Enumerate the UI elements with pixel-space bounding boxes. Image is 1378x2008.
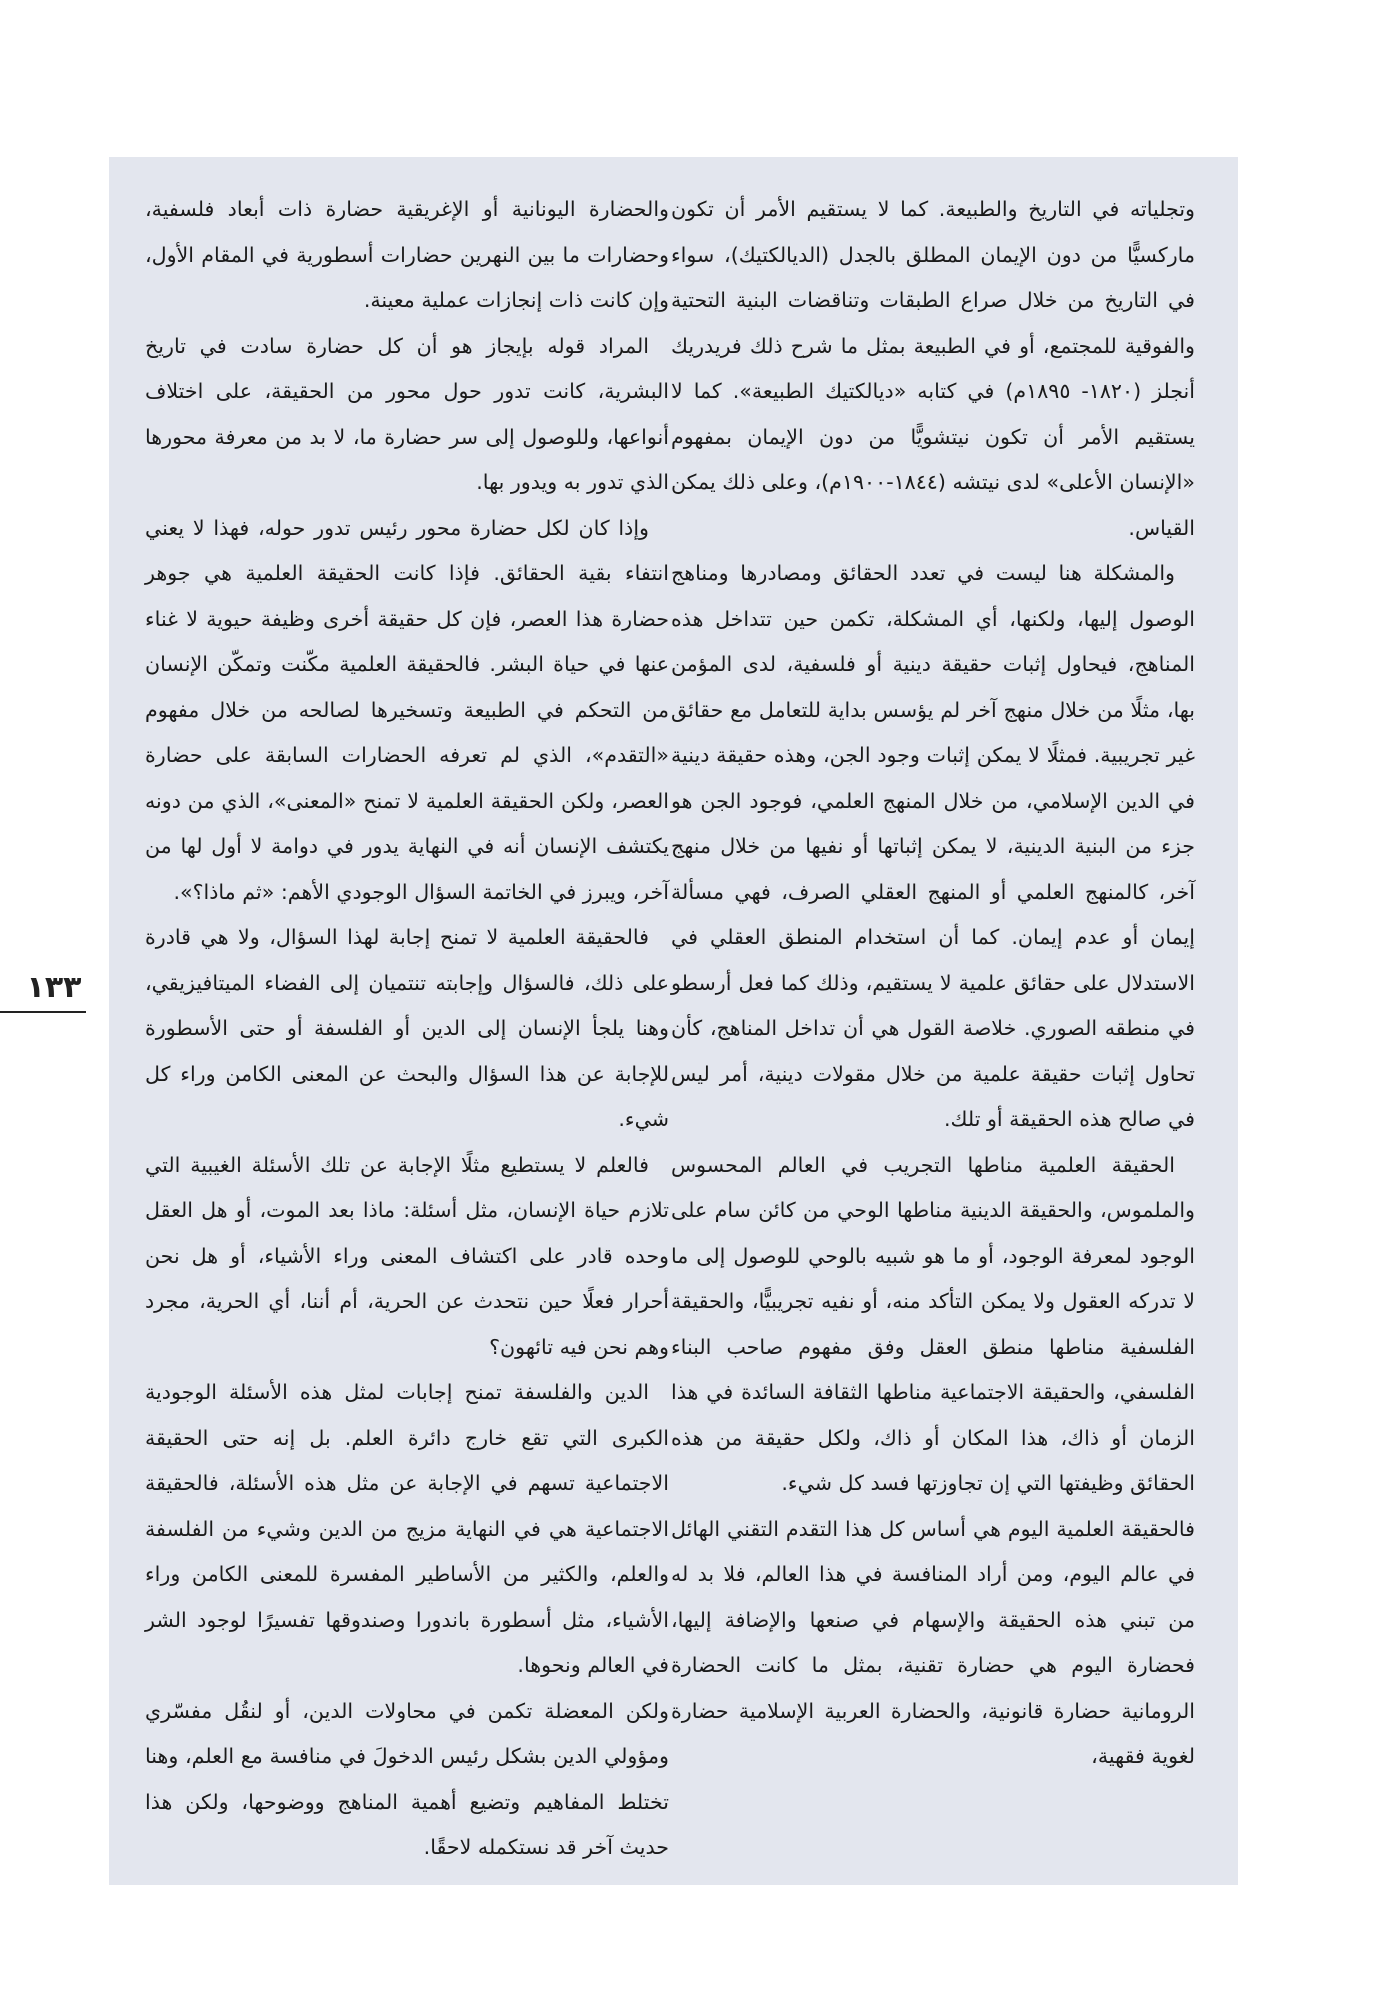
right-column xyxy=(671,187,1195,1780)
left-column xyxy=(145,187,669,1871)
paragraph: الحقيقة العلمية مناطها التجريب في العالم المحسوس والملموس، والحقيقة الدينية مناطها الوحي من كائن سام على الوجود لمعرفة الوجود، أو ما هو شبيه بالوحي للوصول إلى ما لا تدركه العقول ولا يمكن التأكد منه، أو نفيه تجريبيًّا، والحقيقة الفلسفية مناطها منطق العقل وفق مفهوم صاحب البناء الفلسفي، والحقيقة الاجتماعية مناطها الثقافة السائدة في هذا الزمان أو ذاك، هذا المكان أو ذاك، ولكل حقيقة من هذه الحقائق وظيفتها التي إن تجاوزتها فسد كل شيء. xyxy=(671,1152,1195,1495)
page-number-rule xyxy=(0,1011,86,1013)
paragraph: فالعلم لا يستطيع مثلًا الإجابة عن تلك الأسئلة الغيبية التي تلازم حياة الإنسان، مثل أسئلة: ماذا بعد الموت، أو هل العقل وحده قادر على اكتشاف المعنى وراء الأشياء، أو هل نحن أحرار فعلًا حين نتحدث عن الحرية، أم أننا، أي الحرية، مجرد وهم نحن فيه تائهون؟ xyxy=(145,1152,669,1359)
paragraph: وإذا كان لكل حضارة محور رئيس تدور حوله، فهذا لا يعني انتفاء بقية الحقائق. فإذا كانت الحقيقة العلمية هي جوهر حضارة هذا العصر، فإن كل حقيقة أخرى وظيفة حيوية لا غناء عنها في حياة البشر. فالحقيقة العلمية مكّنت وتمكّن الإنسان من التحكم في الطبيعة وتسخيرها لصالحه من خلال مفهوم «التقدم»، الذي لم تعرفه الحضارات السابقة على حضارة العصر، ولكن الحقيقة العلمية لا تمنح «المعنى»، الذي من دونه يكتشف الإنسان أنه في النهاية يدور في دوامة لا أول لها من آخر، ويبرز في الخاتمة السؤال الوجودي الأهم: «ثم ماذا؟». xyxy=(145,515,669,904)
article-panel xyxy=(109,157,1238,1885)
paragraph: فالحقيقة العلمية اليوم هي أساس كل هذا التقدم التقني الهائل في عالم اليوم، ومن أراد المنافسة في هذا العالم، فلا بد له من تبني هذه الحقيقة والإسهام في صنعها والإضافة إليها، فحضارة اليوم هي حضارة تقنية، بمثل ما كانت الحضارة الرومانية حضارة قانونية، والحضارة العربية الإسلامية حضارة لغوية فقهية، xyxy=(671,1516,1195,1768)
paragraph: وتجلياته في التاريخ والطبيعة. كما لا يستقيم الأمر أن تكون ماركسيًّا من دون الإيمان المطلق بالجدل (الديالكتيك)، سواء في التاريخ من خلال صراع الطبقات وتناقضات البنية التحتية والفوقية للمجتمع، أو في الطبيعة بمثل ما شرح ذلك فريدريك أنجلز (١٨٢٠- ١٨٩٥م) في كتابه «ديالكتيك الطبيعة». كما لا يستقيم الأمر أن تكون نيتشويًّا من دون الإيمان بمفهوم «الإنسان الأعلى» لدى نيتشه (١٨٤٤-١٩٠٠م)، وعلى ذلك يمكن القياس. xyxy=(671,197,1196,540)
paragraph: والمشكلة هنا ليست في تعدد الحقائق ومصادرها ومناهج الوصول إليها، ولكنها، أي المشكلة، تكمن حين تتداخل هذه المناهج، فيحاول إثبات حقيقة دينية أو فلسفية، لدى المؤمن بها، مثلًا من خلال منهج آخر لم يؤسس بداية للتعامل مع حقائق غير تجريبية. فمثلًا لا يمكن إثبات وجود الجن، وهذه حقيقة دينية في الدين الإسلامي، من خلال المنهج العلمي، فوجود الجن هو جزء من البنية الدينية، لا يمكن إثباتها أو نفيها من خلال منهج آخر، كالمنهج العلمي أو المنهج العقلي الصرف، فهي مسألة إيمان أو عدم إيمان. كما أن استخدام المنطق العقلي في الاستدلال على حقائق علمية لا يستقيم، وذلك كما فعل أرسطو في منطقه الصوري. خلاصة القول هي أن تداخل المناهج، كأن تحاول إثبات حقيقة علمية من خلال مقولات دينية، أمر ليس في صالح هذه الحقيقة أو تلك. xyxy=(671,561,1195,1131)
paragraph: المراد قوله بإيجاز هو أن كل حضارة سادت في تاريخ البشرية، كانت تدور حول محور من الحقيقة، على اختلاف أنواعها، وللوصول إلى سر حضارة ما، لا بد من معرفة محورها الذي تدور به ويدور بها. xyxy=(145,333,669,494)
paragraph: فالحقيقة العلمية لا تمنح إجابة لهذا السؤال، ولا هي قادرة على ذلك، فالسؤال وإجابته تنتميان إلى الفضاء الميتافيزيقي، وهنا يلجأ الإنسان إلى الدين أو الفلسفة أو حتى الأسطورة للإجابة عن هذا السؤال والبحث عن المعنى الكامن وراء كل شيء. xyxy=(145,925,669,1131)
page-number: ١٣٣ xyxy=(26,970,82,1005)
paragraph: الدين والفلسفة تمنح إجابات لمثل هذه الأسئلة الوجودية الكبرى التي تقع خارج دائرة العلم. بل إنه حتى الحقيقة الاجتماعية تسهم في الإجابة عن مثل هذه الأسئلة، فالحقيقة الاجتماعية هي في النهاية مزيج من الدين وشيء من الفلسفة والعلم، والكثير من الأساطير المفسرة للمعنى الكامن وراء الأشياء، مثل أسطورة باندورا وصندوقها تفسيرًا لوجود الشر في العالم ونحوها. xyxy=(145,1380,669,1677)
paragraph: والحضارة اليونانية أو الإغريقية حضارة ذات أبعاد فلسفية، وحضارات ما بين النهرين حضارات أسطورية في المقام الأول، وإن كانت ذات إنجازات عملية معينة. xyxy=(145,197,669,312)
paragraph: ولكن المعضلة تكمن في محاولات الدين، أو لنقُل مفسّري ومؤولي الدين بشكل رئيس الدخولَ في منافسة مع العلم، وهنا تختلط المفاهيم وتضيع أهمية المناهج ووضوحها، ولكن هذا حديث آخر قد نستكمله لاحقًا. xyxy=(145,1698,669,1859)
